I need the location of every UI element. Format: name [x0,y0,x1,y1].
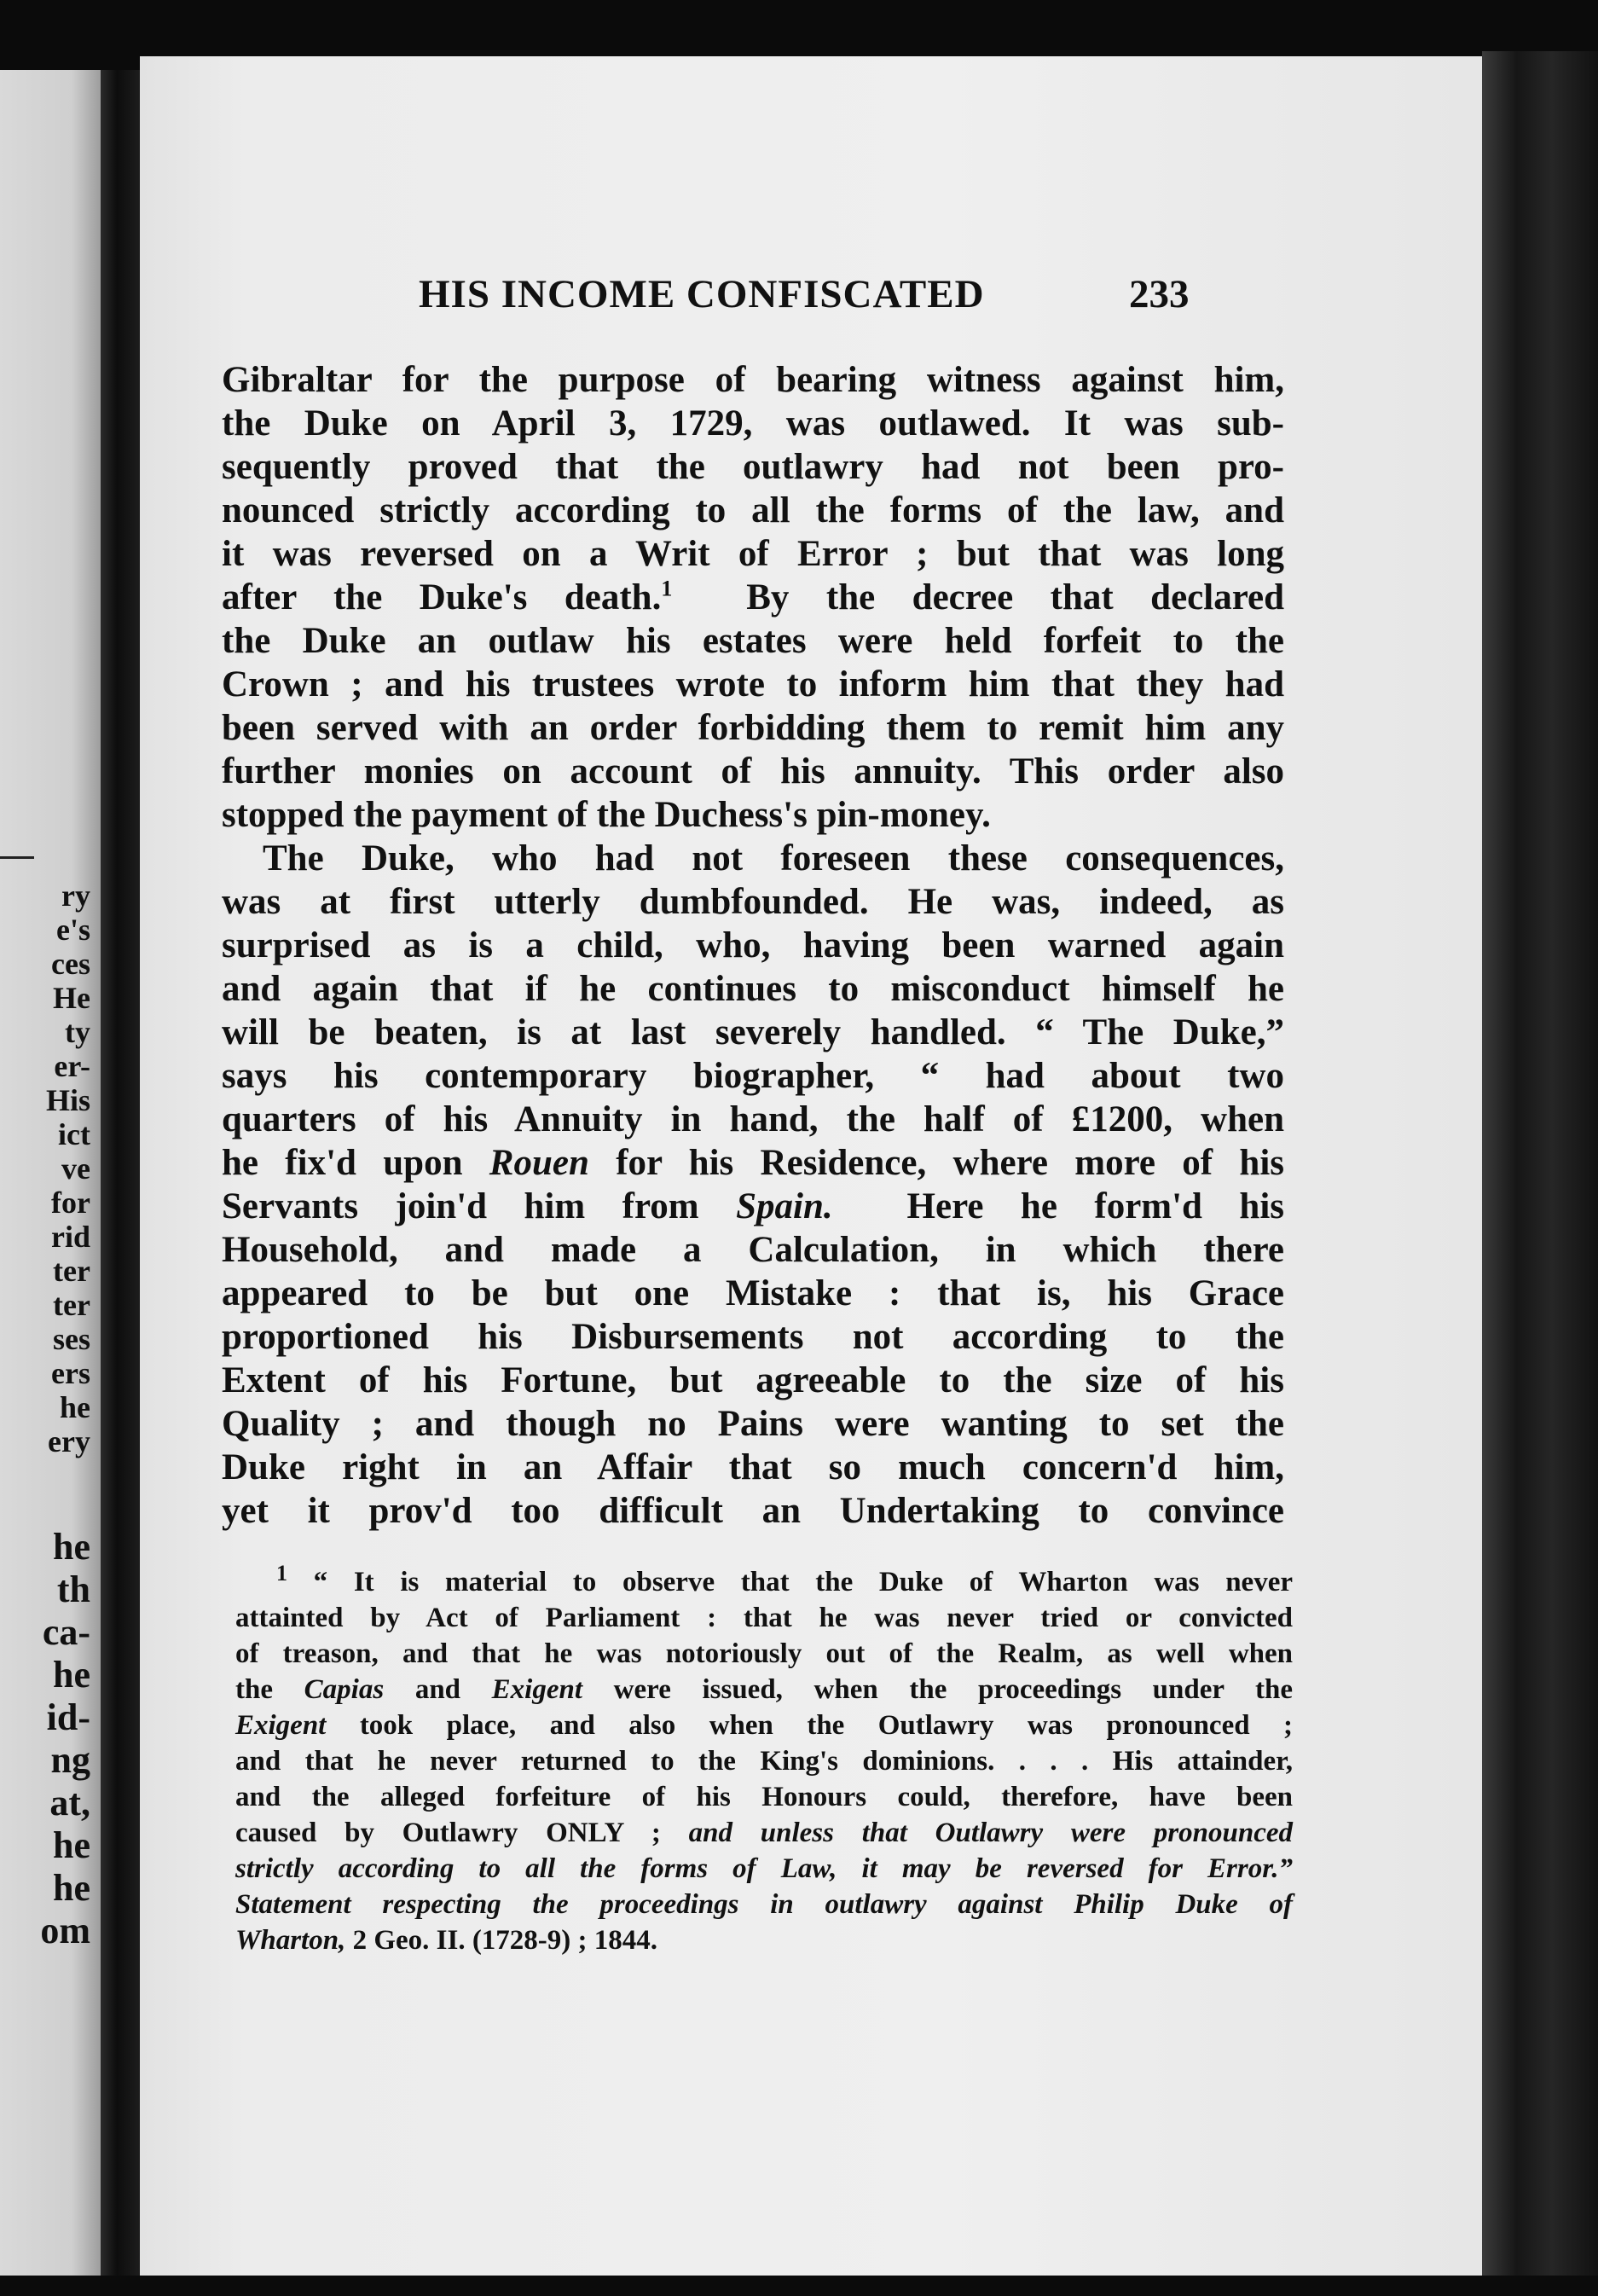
text-line: sequently proved that the outlawry had not been pro- [222,447,1284,487]
fragment: he [53,1824,90,1866]
italic-phrase: Wharton, [235,1925,346,1956]
text-line: it was reversed on a Writ of Error ; but that was long [222,534,1284,574]
text-line: further monies on account of his annuity. This order also [222,751,1284,791]
text-segment: the [235,1674,273,1705]
fragment: ery [48,1424,90,1458]
text-segment: for his Residence, where more of his [616,1143,1285,1183]
text-line: nounced strictly according to all the forms of the law, and [222,490,1284,531]
italic-phrase: Statement respecting the proceedings in outlawry against Philip Duke of [235,1889,1293,1920]
fragment: ty [65,1015,90,1049]
text-segment: after the Duke's death. [222,577,662,617]
fragment: ry [61,878,90,913]
italic-place: Spain. [736,1186,833,1226]
text-segment: and [414,1674,461,1705]
footnote-line [235,1887,1293,1922]
footnote-marker: 1 [276,1561,287,1586]
fragment: ve [61,1151,90,1186]
italic-phrase: and unless that Outlawry were pronounced [688,1818,1293,1848]
text-line: Gibraltar for the purpose of bearing witness against him, [222,360,1284,400]
facing-page-edge [0,70,102,2276]
text-line: will be beaten, is at last severely handled. “ The Duke,” [222,1012,1284,1052]
footnote [235,1561,1294,1958]
text-line: Crown ; and his trustees wrote to inform him that they had [222,664,1284,704]
page-number: 233 [1129,272,1190,316]
text-line [222,1141,1284,1185]
fragment: His [45,1083,90,1117]
footnote-marker: 1 [661,576,673,601]
text-line: says his contemporary biographer, “ had about two [222,1056,1284,1096]
book-gutter [101,70,142,2276]
fragment: at, [49,1782,90,1823]
fragment: ses [53,1322,90,1356]
italic-phrase: strictly according to all the forms of Law, it may be reversed for Error.” [235,1853,1293,1884]
text-line: proportioned his Disbursements not according to the [222,1317,1284,1357]
fragment: ter [53,1288,90,1322]
text-segment: caused by Outlawry ONLY ; [235,1818,661,1848]
footnote-line: and that he never returned to the King's dominions. . . . His attainder, [235,1746,1293,1777]
text-line: stopped the payment of the Duchess's pin-money. [222,795,991,835]
text-segment: were issued, when the proceedings under the [613,1674,1294,1705]
fragment: he [53,1867,90,1909]
page-header [140,271,1482,322]
footnote-line [235,1561,1293,1600]
fragment: ca- [42,1611,90,1653]
fragment: He [53,981,90,1015]
text-segment: By the decree that declared [746,577,1285,617]
footnote-line [235,1815,1293,1851]
footnote-line [235,1672,1293,1708]
footnote-line: attainted by Act of Parliament : that he was never tried or convicted [235,1603,1293,1633]
footnote-line [235,1851,1293,1887]
text-line: the Duke on April 3, 1729, was outlawed. It was sub- [222,403,1284,444]
fragment: he [53,1526,90,1568]
footnote-line: and the alleged forfeiture of his Honours could, therefore, have been [235,1782,1293,1812]
italic-place: Rouen [489,1143,589,1183]
text-line: Extent of his Fortune, but agreeable to the size of his [222,1360,1284,1400]
fragment: er- [54,1049,90,1083]
text-line: Household, and made a Calculation, in which there [222,1230,1284,1270]
text-line: Duke right in an Affair that so much concern'd him, [222,1447,1284,1487]
italic-term: Capias [304,1674,385,1705]
fragment: id- [46,1696,90,1738]
text-segment: he fix'd upon [222,1143,463,1183]
text-line: Quality ; and though no Pains were wanting to set the [222,1404,1284,1444]
scan-bottom-border [0,2276,1598,2296]
fragment: ter [53,1254,90,1288]
fragment: ces [51,947,90,981]
fragment: th [56,1568,90,1610]
footnote-line [235,1922,1293,1958]
fragment: rid [50,1220,90,1254]
text-segment: Servants join'd him from [222,1186,699,1226]
text-line: been served with an order forbidding them to remit him any [222,708,1284,748]
italic-term: Exigent [235,1710,327,1741]
body-text [222,358,1284,1533]
text-segment: Here he form'd his [906,1186,1285,1226]
text-segment: 2 Geo. II. (1728-9) ; 1844. [352,1925,658,1956]
text-line [222,576,1284,619]
text-segment: took place, and also when the Outlawry was pronounced ; [359,1710,1294,1741]
text-line [222,1185,1284,1228]
italic-term: Exigent [491,1674,583,1705]
scan-right-border [1482,51,1598,2276]
text-line: yet it prov'd too difficult an Undertaking to convince [222,1491,1284,1531]
facing-page-rule [0,856,34,859]
text-line: The Duke, who had not foreseen these consequences, [263,838,1284,878]
fragment: for [51,1186,90,1220]
text-line: appeared to be but one Mistake : that is, his Grace [222,1273,1284,1313]
book-page [140,56,1482,2277]
footnote-line: of treason, and that he was notoriously out of the Realm, as well when [235,1638,1293,1669]
fragment: ers [51,1356,90,1390]
text-segment: “ It is material to observe that the Duke of Wharton was never [313,1567,1293,1597]
fragment: he [53,1654,90,1696]
fragment: ict [58,1117,90,1151]
text-line: quarters of his Annuity in hand, the half of £1200, when [222,1099,1284,1139]
text-line: the Duke an outlaw his estates were held forfeit to the [222,621,1284,661]
footnote-line [235,1708,1293,1743]
fragment: ng [50,1739,90,1781]
fragment: e's [56,913,90,947]
running-title: HIS INCOME CONFISCATED [419,272,985,316]
fragment: he [60,1390,90,1424]
text-line: was at first utterly dumbfounded. He was, indeed, as [222,882,1284,922]
text-line: surprised as is a child, who, having been warned again [222,925,1284,965]
text-line: and again that if he continues to misconduct himself he [222,969,1284,1009]
fragment: om [40,1910,90,1951]
